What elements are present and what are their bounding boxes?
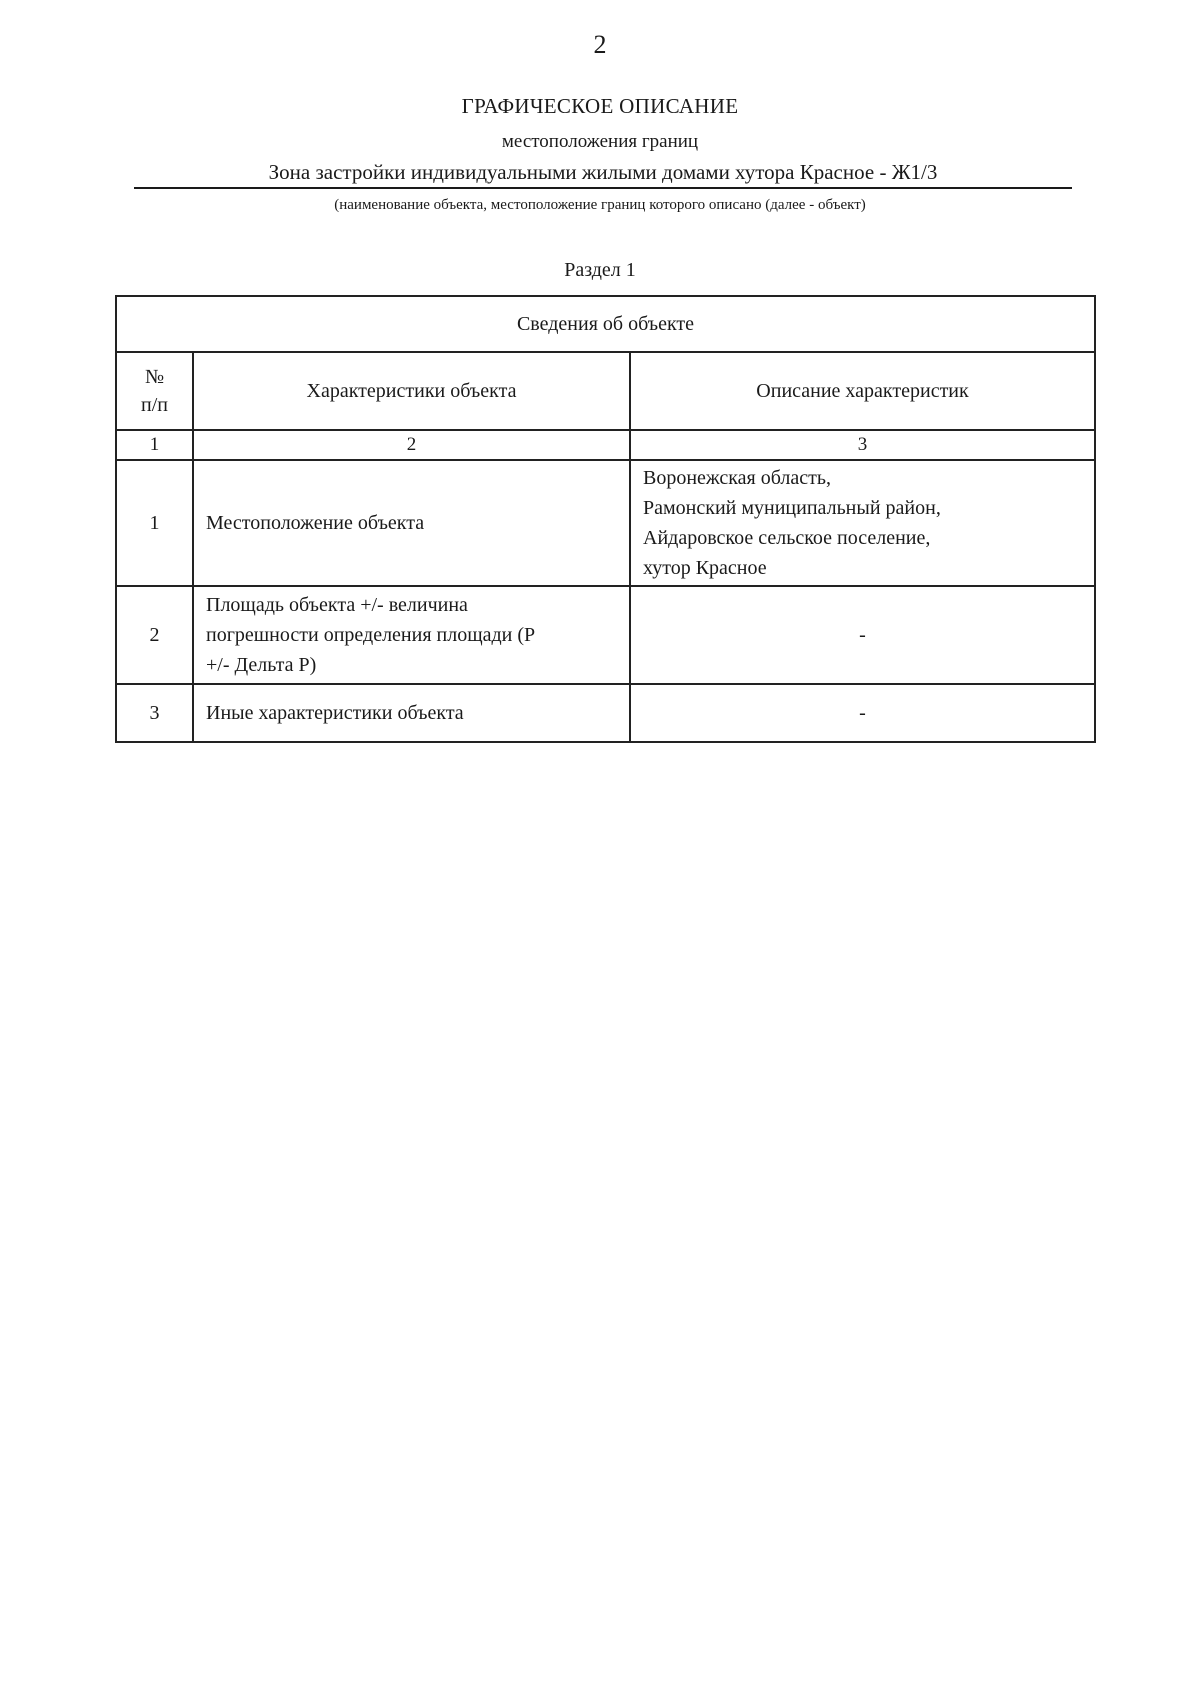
description-line: Рамонский муниципальный район, [643,497,941,519]
table-row [116,460,1095,586]
document-subtitle: местоположения границ [501,131,699,152]
row-description [630,460,1095,586]
index-cell: 1 [116,430,193,460]
header-number-line2: п/п [141,394,168,416]
object-name-caption: (наименование объекта, местоположение границ которого описано (далее - объект) [334,197,866,213]
index-cell: 2 [193,430,630,460]
table-row [116,684,1095,742]
characteristic-line: Площадь объекта +/- величина [206,594,468,616]
row-characteristic [193,586,630,684]
table-caption: Сведения об объекте [116,296,1095,352]
row-characteristic: Иные характеристики объекта [193,684,630,742]
header-number [116,352,193,430]
description-line: Айдаровское сельское поселение, [643,527,931,549]
document-title: ГРАФИЧЕСКОЕ ОПИСАНИЕ [461,94,739,118]
page-number: 2 [593,30,607,59]
table-header-row [116,352,1095,430]
index-cell: 3 [630,430,1095,460]
row-description: - [630,586,1095,684]
header-characteristic: Характеристики объекта [193,352,630,430]
description-line: хутор Красное [643,557,767,579]
characteristic-line: погрешности определения площади (Р [206,624,536,646]
row-description: - [630,684,1095,742]
characteristic-line: Местоположение объекта [206,512,425,534]
row-number: 1 [116,460,193,586]
table-row [116,586,1095,684]
table-caption-row [116,296,1095,352]
row-characteristic [193,460,630,586]
object-name: Зона застройки индивидуальными жилыми домами хутора Красное - Ж1/3 [134,160,1072,189]
table-index-row [116,430,1095,460]
row-number: 2 [116,586,193,684]
object-info-table [115,295,1096,743]
header-description: Описание характеристик [630,352,1095,430]
header-number-line1: № [144,366,165,388]
characteristic-line: +/- Дельта Р) [206,654,317,676]
section-title: Раздел 1 [564,259,636,281]
description-line: Воронежская область, [643,467,832,489]
row-number: 3 [116,684,193,742]
